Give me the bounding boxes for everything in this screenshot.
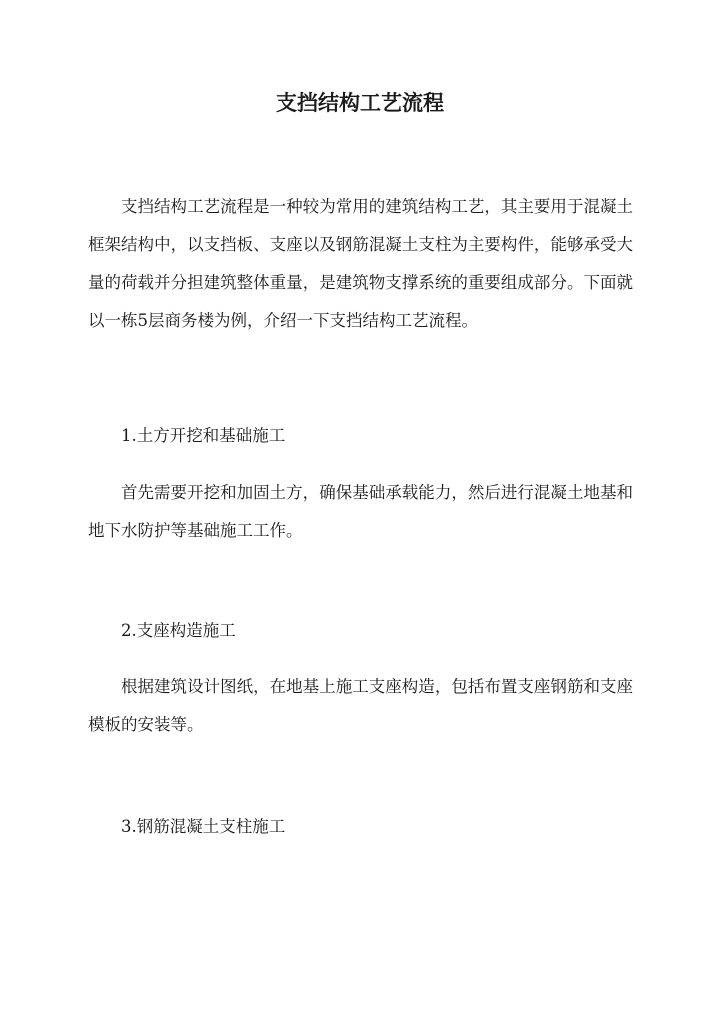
section-heading-2: 2.支座构造施工	[121, 621, 236, 640]
section-heading-3: 3.钢筋混凝土支柱施工	[121, 817, 286, 836]
document-title: 支挡结构工艺流程	[276, 90, 444, 115]
intro-paragraph: 支挡结构工艺流程是一种较为常用的建筑结构工艺，其主要用于混凝土框架结构中，以支挡板、支座以及钢筋混凝土支柱为主要构件，能够承受大量的荷载并分担建筑整体重量，是建筑物支撑系统的重要组成部分。下面就以一栋5层商务楼为例，介绍一下支挡结构工艺流程。	[88, 197, 633, 330]
section-heading-1: 1.土方开挖和基础施工	[121, 426, 286, 445]
section-body-1: 首先需要开挖和加固土方，确保基础承载能力，然后进行混凝土地基和地下水防护等基础施工工作。	[88, 483, 633, 540]
section-body-2: 根据建筑设计图纸，在地基上施工支座构造，包括布置支座钢筋和支座模板的安装等。	[88, 677, 633, 734]
